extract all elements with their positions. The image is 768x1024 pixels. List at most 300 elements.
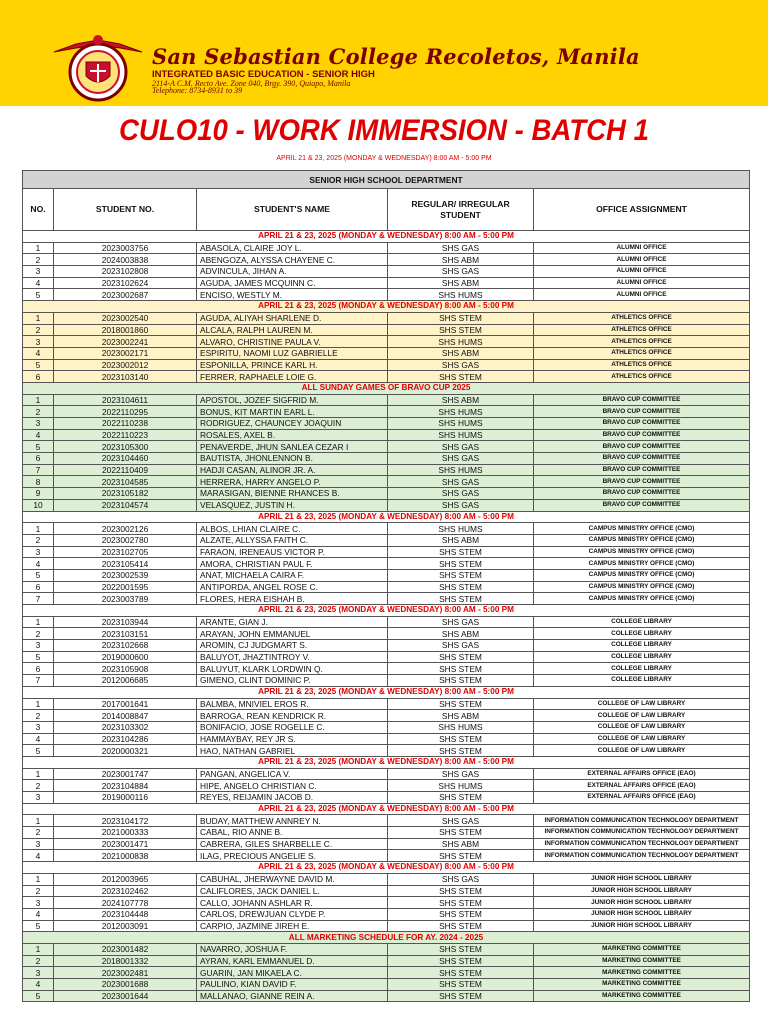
student-name: ALVARO, CHRISTINE PAULA V.	[197, 336, 388, 348]
student-name: ILAG, PRECIOUS ANGELIE S.	[197, 850, 388, 862]
office-assignment: ALUMNI OFFICE	[534, 277, 750, 289]
immersion-table	[22, 170, 750, 1002]
student-name: FERRER, RAPHAELE LOIE G.	[197, 371, 388, 383]
row-number: 3	[23, 266, 54, 278]
table-row	[23, 838, 750, 850]
table-row	[23, 990, 750, 1002]
student-type: SHS GAS	[388, 453, 534, 465]
student-name: CALIFLORES, JACK DANIEL L.	[197, 885, 388, 897]
student-number: 2023104172	[54, 815, 197, 827]
office-assignment: BRAVO CUP COMMITTEE	[534, 464, 750, 476]
row-number: 4	[23, 558, 54, 570]
office-assignment: COLLEGE OF LAW LIBRARY	[534, 710, 750, 722]
office-assignment: CAMPUS MINISTRY OFFICE (CMO)	[534, 581, 750, 593]
table-row	[23, 558, 750, 570]
student-name: HERRERA, HARRY ANGELO P.	[197, 476, 388, 488]
row-number: 2	[23, 885, 54, 897]
row-number: 5	[23, 359, 54, 371]
table-row	[23, 873, 750, 885]
table-row	[23, 499, 750, 511]
row-number: 3	[23, 792, 54, 804]
row-number: 3	[23, 418, 54, 430]
student-number: 2023002539	[54, 569, 197, 581]
student-name: CARPIO, JAZMINE JIREH E.	[197, 920, 388, 932]
row-number: 3	[23, 838, 54, 850]
student-name: AGUDA, JAMES MCQUINN C.	[197, 277, 388, 289]
table-row	[23, 406, 750, 418]
student-type: SHS GAS	[388, 815, 534, 827]
office-assignment: ATHLETICS OFFICE	[534, 371, 750, 383]
row-number: 3	[23, 721, 54, 733]
student-name: ALBOS, LHIAN CLAIRE C.	[197, 523, 388, 535]
row-number: 5	[23, 745, 54, 757]
table-row	[23, 721, 750, 733]
student-type: SHS STEM	[388, 955, 534, 967]
student-number: 2023002012	[54, 359, 197, 371]
department-line: INTEGRATED BASIC EDUCATION - SENIOR HIGH	[152, 69, 375, 80]
student-type: SHS STEM	[388, 324, 534, 336]
row-number: 1	[23, 616, 54, 628]
student-number: 2022110295	[54, 406, 197, 418]
row-number: 6	[23, 371, 54, 383]
section-header-row	[23, 511, 750, 523]
office-assignment: BRAVO CUP COMMITTEE	[534, 418, 750, 430]
section-header-row	[23, 686, 750, 698]
school-name: San Sebastian College Recoletos, Manila	[152, 44, 640, 69]
office-assignment: ALUMNI OFFICE	[534, 254, 750, 266]
student-number: 2024003838	[54, 254, 197, 266]
office-assignment: EXTERNAL AFFAIRS OFFICE (EAO)	[534, 780, 750, 792]
row-number: 3	[23, 546, 54, 558]
table-row	[23, 815, 750, 827]
student-name: BONUS, KIT MARTIN EARL L.	[197, 406, 388, 418]
table-row	[23, 663, 750, 675]
student-name: BUDAY, MATTHEW ANNREY N.	[197, 815, 388, 827]
student-number: 2023002241	[54, 336, 197, 348]
student-number: 2018001332	[54, 955, 197, 967]
office-assignment: ALUMNI OFFICE	[534, 289, 750, 301]
student-name: PENAVERDE, JHUN SANLEA CEZAR I	[197, 441, 388, 453]
student-number: 2023105414	[54, 558, 197, 570]
student-name: CALLO, JOHANN ASHLAR R.	[197, 897, 388, 909]
section-label: APRIL 21 & 23, 2025 (MONDAY & WEDNESDAY) 8:00 AM - 5:00 PM	[23, 231, 750, 243]
row-number: 1	[23, 873, 54, 885]
student-type: SHS STEM	[388, 745, 534, 757]
office-assignment: COLLEGE OF LAW LIBRARY	[534, 721, 750, 733]
table-row	[23, 955, 750, 967]
student-number: 2022001595	[54, 581, 197, 593]
student-name: BARROGA, REAN KENDRICK R.	[197, 710, 388, 722]
column-header-office: OFFICE ASSIGNMENT	[534, 189, 750, 231]
row-number: 7	[23, 675, 54, 687]
office-assignment: CAMPUS MINISTRY OFFICE (CMO)	[534, 523, 750, 535]
table-row	[23, 967, 750, 979]
section-label: APRIL 21 & 23, 2025 (MONDAY & WEDNESDAY) 8:00 AM - 5:00 PM	[23, 756, 750, 768]
row-number: 2	[23, 324, 54, 336]
office-assignment: BRAVO CUP COMMITTEE	[534, 429, 750, 441]
student-number: 2023002540	[54, 312, 197, 324]
student-type: SHS STEM	[388, 593, 534, 605]
table-row	[23, 523, 750, 535]
student-number: 2021000838	[54, 850, 197, 862]
student-type: SHS STEM	[388, 558, 534, 570]
student-name: REYES, REIJAMIN JACOB D.	[197, 792, 388, 804]
student-type: SHS STEM	[388, 733, 534, 745]
student-type: SHS ABM	[388, 254, 534, 266]
table-row	[23, 453, 750, 465]
table-row	[23, 394, 750, 406]
student-name: HAO, NATHAN GABRIEL	[197, 745, 388, 757]
office-assignment: EXTERNAL AFFAIRS OFFICE (EAO)	[534, 792, 750, 804]
student-number: 2023102624	[54, 277, 197, 289]
student-number: 2023002687	[54, 289, 197, 301]
row-number: 2	[23, 780, 54, 792]
student-number: 2023001644	[54, 990, 197, 1002]
row-number: 8	[23, 476, 54, 488]
student-name: ANAT, MICHAELA CAIRA F.	[197, 569, 388, 581]
office-assignment: MARKETING COMMITTEE	[534, 990, 750, 1002]
office-assignment: CAMPUS MINISTRY OFFICE (CMO)	[534, 546, 750, 558]
student-type: SHS GAS	[388, 873, 534, 885]
row-number: 3	[23, 967, 54, 979]
section-label: APRIL 21 & 23, 2025 (MONDAY & WEDNESDAY) 8:00 AM - 5:00 PM	[23, 301, 750, 313]
student-type: SHS HUMS	[388, 418, 534, 430]
student-type: SHS ABM	[388, 710, 534, 722]
student-number: 2023102462	[54, 885, 197, 897]
row-number: 1	[23, 768, 54, 780]
row-number: 3	[23, 897, 54, 909]
table-row	[23, 359, 750, 371]
office-assignment: CAMPUS MINISTRY OFFICE (CMO)	[534, 534, 750, 546]
student-number: 2023104574	[54, 499, 197, 511]
school-seal-icon	[46, 30, 150, 102]
student-type: SHS HUMS	[388, 523, 534, 535]
row-number: 4	[23, 733, 54, 745]
student-name: BALMBA, MNIVIEL EROS R.	[197, 698, 388, 710]
document-subtitle: APRIL 21 & 23, 2025 (MONDAY & WEDNESDAY) 8:00 AM - 5:00 PM	[276, 155, 492, 162]
section-label: APRIL 21 & 23, 2025 (MONDAY & WEDNESDAY) 8:00 AM - 5:00 PM	[23, 862, 750, 874]
office-assignment: MARKETING COMMITTEE	[534, 967, 750, 979]
section-header-row	[23, 756, 750, 768]
student-type: SHS GAS	[388, 488, 534, 500]
table-row	[23, 768, 750, 780]
student-name: CABRERA, GILES SHARBELLE C.	[197, 838, 388, 850]
office-assignment: COLLEGE LIBRARY	[534, 651, 750, 663]
student-name: BAUTISTA, JHONLENNON B.	[197, 453, 388, 465]
student-name: GUARIN, JAN MIKAELA C.	[197, 967, 388, 979]
student-type: SHS HUMS	[388, 336, 534, 348]
row-number: 5	[23, 651, 54, 663]
row-number: 1	[23, 242, 54, 254]
student-number: 2023105908	[54, 663, 197, 675]
student-number: 2023102668	[54, 640, 197, 652]
student-number: 2022110238	[54, 418, 197, 430]
office-assignment: BRAVO CUP COMMITTEE	[534, 441, 750, 453]
office-assignment: ATHLETICS OFFICE	[534, 347, 750, 359]
student-type: SHS GAS	[388, 242, 534, 254]
student-type: SHS STEM	[388, 371, 534, 383]
department-row	[23, 171, 750, 189]
office-assignment: INFORMATION COMMUNICATION TECHNOLOGY DEPARTMENT	[534, 838, 750, 850]
table-row	[23, 464, 750, 476]
student-name: ADVINCULA, JIHAN A.	[197, 266, 388, 278]
row-number: 2	[23, 827, 54, 839]
table-row	[23, 581, 750, 593]
student-name: ROSALES, AXEL B.	[197, 429, 388, 441]
section-label: APRIL 21 & 23, 2025 (MONDAY & WEDNESDAY) 8:00 AM - 5:00 PM	[23, 511, 750, 523]
student-number: 2024107778	[54, 897, 197, 909]
section-header-row	[23, 382, 750, 394]
student-type: SHS GAS	[388, 441, 534, 453]
office-assignment: BRAVO CUP COMMITTEE	[534, 406, 750, 418]
student-name: ARAYAN, JOHN EMMANUEL	[197, 628, 388, 640]
office-assignment: CAMPUS MINISTRY OFFICE (CMO)	[534, 569, 750, 581]
student-name: RODRIGUEZ, CHAUNCEY JOAQUIN	[197, 418, 388, 430]
table-row	[23, 593, 750, 605]
column-header-student-no: STUDENT NO.	[54, 189, 197, 231]
document-title: CULO10 - WORK IMMERSION - BATCH 1	[118, 114, 650, 147]
student-number: 2023104884	[54, 780, 197, 792]
office-assignment: BRAVO CUP COMMITTEE	[534, 476, 750, 488]
section-label: APRIL 21 & 23, 2025 (MONDAY & WEDNESDAY) 8:00 AM - 5:00 PM	[23, 803, 750, 815]
student-type: SHS HUMS	[388, 406, 534, 418]
table-row	[23, 312, 750, 324]
row-number: 6	[23, 453, 54, 465]
row-number: 5	[23, 289, 54, 301]
student-type: SHS ABM	[388, 534, 534, 546]
student-type: SHS STEM	[388, 581, 534, 593]
table-row	[23, 979, 750, 991]
student-number: 2023001482	[54, 943, 197, 955]
student-name: ESPIRITU, NAOMI LUZ GABRIELLE	[197, 347, 388, 359]
student-type: SHS STEM	[388, 885, 534, 897]
telephone-line: Telephone: 8734-8931 to 39	[152, 86, 243, 95]
row-number: 4	[23, 908, 54, 920]
student-name: ALCALA, RALPH LAUREN M.	[197, 324, 388, 336]
student-name: ANTIPORDA, ANGEL ROSE C.	[197, 581, 388, 593]
table-row	[23, 476, 750, 488]
office-assignment: CAMPUS MINISTRY OFFICE (CMO)	[534, 593, 750, 605]
student-number: 2023104460	[54, 453, 197, 465]
row-number: 4	[23, 277, 54, 289]
office-assignment: INFORMATION COMMUNICATION TECHNOLOGY DEPARTMENT	[534, 850, 750, 862]
student-type: SHS GAS	[388, 359, 534, 371]
office-assignment: ATHLETICS OFFICE	[534, 324, 750, 336]
office-assignment: ALUMNI OFFICE	[534, 242, 750, 254]
office-assignment: ATHLETICS OFFICE	[534, 312, 750, 324]
table-row	[23, 266, 750, 278]
table-row	[23, 640, 750, 652]
student-number: 2023103302	[54, 721, 197, 733]
office-assignment: MARKETING COMMITTEE	[534, 979, 750, 991]
table-row	[23, 488, 750, 500]
student-name: APOSTOL, JOZEF SIGFRID M.	[197, 394, 388, 406]
student-type: SHS ABM	[388, 277, 534, 289]
row-number: 1	[23, 523, 54, 535]
section-header-row	[23, 862, 750, 874]
student-number: 2023001688	[54, 979, 197, 991]
student-type: SHS STEM	[388, 850, 534, 862]
student-number: 2012006685	[54, 675, 197, 687]
student-number: 2023001471	[54, 838, 197, 850]
row-number: 4	[23, 347, 54, 359]
office-assignment: INFORMATION COMMUNICATION TECHNOLOGY DEPARTMENT	[534, 815, 750, 827]
table-row	[23, 371, 750, 383]
department-label: SENIOR HIGH SCHOOL DEPARTMENT	[23, 171, 750, 189]
row-number: 3	[23, 336, 54, 348]
column-header-student-name: STUDENT'S NAME	[197, 189, 388, 231]
table-row	[23, 289, 750, 301]
student-name: AGUDA, ALIYAH SHARLENE D.	[197, 312, 388, 324]
table-row	[23, 569, 750, 581]
table-row	[23, 943, 750, 955]
student-name: BONIFACIO, JOSE ROGELLE C.	[197, 721, 388, 733]
student-type: SHS ABM	[388, 838, 534, 850]
student-type: SHS STEM	[388, 979, 534, 991]
student-type: SHS STEM	[388, 792, 534, 804]
row-number: 3	[23, 640, 54, 652]
office-assignment: JUNIOR HIGH SCHOOL LIBRARY	[534, 920, 750, 932]
table-row	[23, 920, 750, 932]
student-type: SHS ABM	[388, 628, 534, 640]
office-assignment: CAMPUS MINISTRY OFFICE (CMO)	[534, 558, 750, 570]
student-name: ABASOLA, CLAIRE JOY L.	[197, 242, 388, 254]
student-number: 2019000116	[54, 792, 197, 804]
table-row	[23, 651, 750, 663]
student-name: BALUYOT, JHAZTINTROY V.	[197, 651, 388, 663]
row-number: 2	[23, 254, 54, 266]
office-assignment: COLLEGE OF LAW LIBRARY	[534, 698, 750, 710]
office-assignment: COLLEGE LIBRARY	[534, 628, 750, 640]
row-number: 2	[23, 955, 54, 967]
row-number: 2	[23, 710, 54, 722]
section-label: ALL MARKETING SCHEDULE FOR AY. 2024 - 2025	[23, 932, 750, 944]
table-row	[23, 780, 750, 792]
row-number: 2	[23, 534, 54, 546]
table-row	[23, 885, 750, 897]
student-type: SHS ABM	[388, 347, 534, 359]
student-type: SHS STEM	[388, 943, 534, 955]
student-name: VELASQUEZ, JUSTIN H.	[197, 499, 388, 511]
column-header-no: NO.	[23, 189, 54, 231]
section-label: ALL SUNDAY GAMES OF BRAVO CUP 2025	[23, 382, 750, 394]
student-type: SHS STEM	[388, 546, 534, 558]
student-number: 2019000600	[54, 651, 197, 663]
table-row	[23, 698, 750, 710]
table-row	[23, 441, 750, 453]
student-name: FLORES, HERA EISHAH B.	[197, 593, 388, 605]
student-type: SHS HUMS	[388, 721, 534, 733]
student-number: 2023002171	[54, 347, 197, 359]
student-number: 2023002481	[54, 967, 197, 979]
row-number: 6	[23, 663, 54, 675]
office-assignment: BRAVO CUP COMMITTEE	[534, 394, 750, 406]
student-name: GIMENO, CLINT DOMINIC P.	[197, 675, 388, 687]
student-name: NAVARRO, JOSHUA F.	[197, 943, 388, 955]
student-name: ESPONILLA, PRINCE KARL H.	[197, 359, 388, 371]
student-type: SHS STEM	[388, 312, 534, 324]
student-number: 2023104611	[54, 394, 197, 406]
office-assignment: COLLEGE LIBRARY	[534, 640, 750, 652]
office-assignment: COLLEGE OF LAW LIBRARY	[534, 733, 750, 745]
student-name: ABENGOZA, ALYSSA CHAYENE C.	[197, 254, 388, 266]
row-number: 5	[23, 990, 54, 1002]
table-row	[23, 429, 750, 441]
student-type: SHS HUMS	[388, 429, 534, 441]
student-type: SHS HUMS	[388, 780, 534, 792]
student-type: SHS STEM	[388, 990, 534, 1002]
student-name: PAULINO, KIAN DAVID F.	[197, 979, 388, 991]
student-type: SHS GAS	[388, 266, 534, 278]
office-assignment: JUNIOR HIGH SCHOOL LIBRARY	[534, 885, 750, 897]
student-name: BALUYUT, KLARK LORDWIN Q.	[197, 663, 388, 675]
table-row	[23, 254, 750, 266]
row-number: 4	[23, 850, 54, 862]
student-number: 2012003091	[54, 920, 197, 932]
row-number: 2	[23, 406, 54, 418]
table-row	[23, 897, 750, 909]
student-name: HADJI CASAN, ALINOR JR. A.	[197, 464, 388, 476]
table-row	[23, 792, 750, 804]
student-type: SHS STEM	[388, 897, 534, 909]
office-assignment: BRAVO CUP COMMITTEE	[534, 499, 750, 511]
student-number: 2022110223	[54, 429, 197, 441]
student-type: SHS STEM	[388, 675, 534, 687]
office-assignment: BRAVO CUP COMMITTEE	[534, 488, 750, 500]
office-assignment: JUNIOR HIGH SCHOOL LIBRARY	[534, 908, 750, 920]
student-name: AMORA, CHRISTIAN PAUL F.	[197, 558, 388, 570]
student-name: AYRAN, KARL EMMANUEL D.	[197, 955, 388, 967]
row-number: 9	[23, 488, 54, 500]
student-type: SHS STEM	[388, 651, 534, 663]
student-number: 2023104585	[54, 476, 197, 488]
student-name: PANGAN, ANGELICA V.	[197, 768, 388, 780]
table-row	[23, 710, 750, 722]
column-header-student-type: REGULAR/ IRREGULAR STUDENT	[388, 189, 534, 231]
student-name: ALZATE, ALLYSSA FAITH C.	[197, 534, 388, 546]
table-row	[23, 242, 750, 254]
student-type: SHS STEM	[388, 920, 534, 932]
student-name: ARANTE, GIAN J.	[197, 616, 388, 628]
student-number: 2023103151	[54, 628, 197, 640]
section-label: APRIL 21 & 23, 2025 (MONDAY & WEDNESDAY) 8:00 AM - 5:00 PM	[23, 686, 750, 698]
table-row	[23, 733, 750, 745]
student-type: SHS GAS	[388, 640, 534, 652]
row-number: 5	[23, 441, 54, 453]
office-assignment: COLLEGE LIBRARY	[534, 675, 750, 687]
section-label: APRIL 21 & 23, 2025 (MONDAY & WEDNESDAY) 8:00 AM - 5:00 PM	[23, 605, 750, 617]
row-number: 1	[23, 698, 54, 710]
student-number: 2023002780	[54, 534, 197, 546]
student-number: 2018001860	[54, 324, 197, 336]
office-assignment: MARKETING COMMITTEE	[534, 955, 750, 967]
student-name: HAMMAYBAY, REY JR S.	[197, 733, 388, 745]
student-name: MALLANAO, GIANNE REIN A.	[197, 990, 388, 1002]
student-type: SHS ABM	[388, 394, 534, 406]
table-row	[23, 277, 750, 289]
row-number: 1	[23, 943, 54, 955]
student-type: SHS GAS	[388, 499, 534, 511]
table-row	[23, 324, 750, 336]
section-header-row	[23, 301, 750, 313]
student-number: 2020000321	[54, 745, 197, 757]
table-row	[23, 745, 750, 757]
student-name: CARLOS, DREWJUAN CLYDE P.	[197, 908, 388, 920]
student-name: CABUHAL, JHERWAYNE DAVID M.	[197, 873, 388, 885]
student-type: SHS STEM	[388, 908, 534, 920]
student-type: SHS STEM	[388, 663, 534, 675]
student-number: 2023102808	[54, 266, 197, 278]
